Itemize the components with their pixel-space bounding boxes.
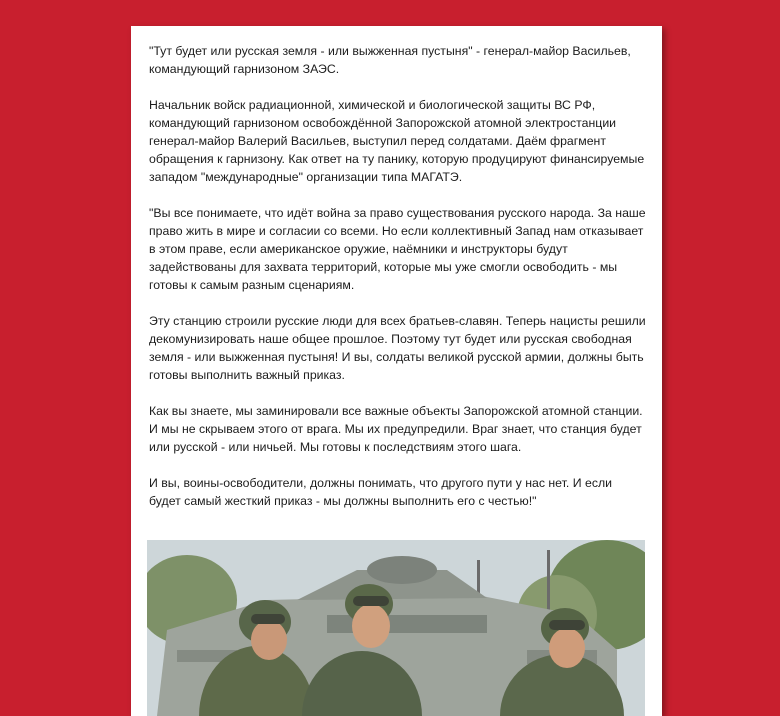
soldiers-photo bbox=[147, 540, 645, 716]
quote-paragraph-4: И вы, воины-освободители, должны понимать, что другого пути у нас нет. И если будет самый жесткий приказ - мы должны выполнить его с честью!" bbox=[149, 476, 613, 508]
quote-paragraph-2: Эту станцию строили русские люди для всех братьев-славян. Теперь нацисты решили декомунизировать наше общее прошлое. Поэтому тут будет или русская свободная земля - или выжженная пустыня! И вы, солдаты великой русской армии, должны быть готовы выполнить важный приказ. bbox=[149, 314, 646, 382]
quote-paragraph-3: Как вы знаете, мы заминировали все важные объекты Запорожской атомной станции. И мы не скрываем этого от врага. Мы их предупредили. Враг знает, что станция будет или русской - или ничьей. Мы готовы к последствиям этого шага. bbox=[149, 404, 643, 454]
quote-paragraph-1: "Вы все понимаете, что идёт война за право существования русского народа. За наше право жить в мире и согласии со всеми. Но если коллективный Запад нам отказывает в этом праве, если американское оружие, наёмники и инструкторы будут задействованы для захвата территорий, которые мы уже смогли освободить - мы готовы к самым разным сценариям. bbox=[149, 206, 646, 292]
post-headline: "Тут будет или русская земля - или выжженная пустыня" - генерал-майор Васильев, командующий гарнизоном ЗАЭС. bbox=[149, 44, 631, 76]
post-card bbox=[131, 26, 662, 716]
post-text bbox=[149, 42, 647, 528]
post-intro-paragraph: Начальник войск радиационной, химической и биологической защиты ВС РФ, командующий гарнизоном освобождённой Запорожской атомной электростанции генерал-майор Валерий Васильев, выступил перед солдатами. Даём фрагмент обращения к гарнизону. Как ответ на ту панику, которую продуцируют финансируемые западом "международные" организации типа МАГАТЭ. bbox=[149, 98, 645, 184]
